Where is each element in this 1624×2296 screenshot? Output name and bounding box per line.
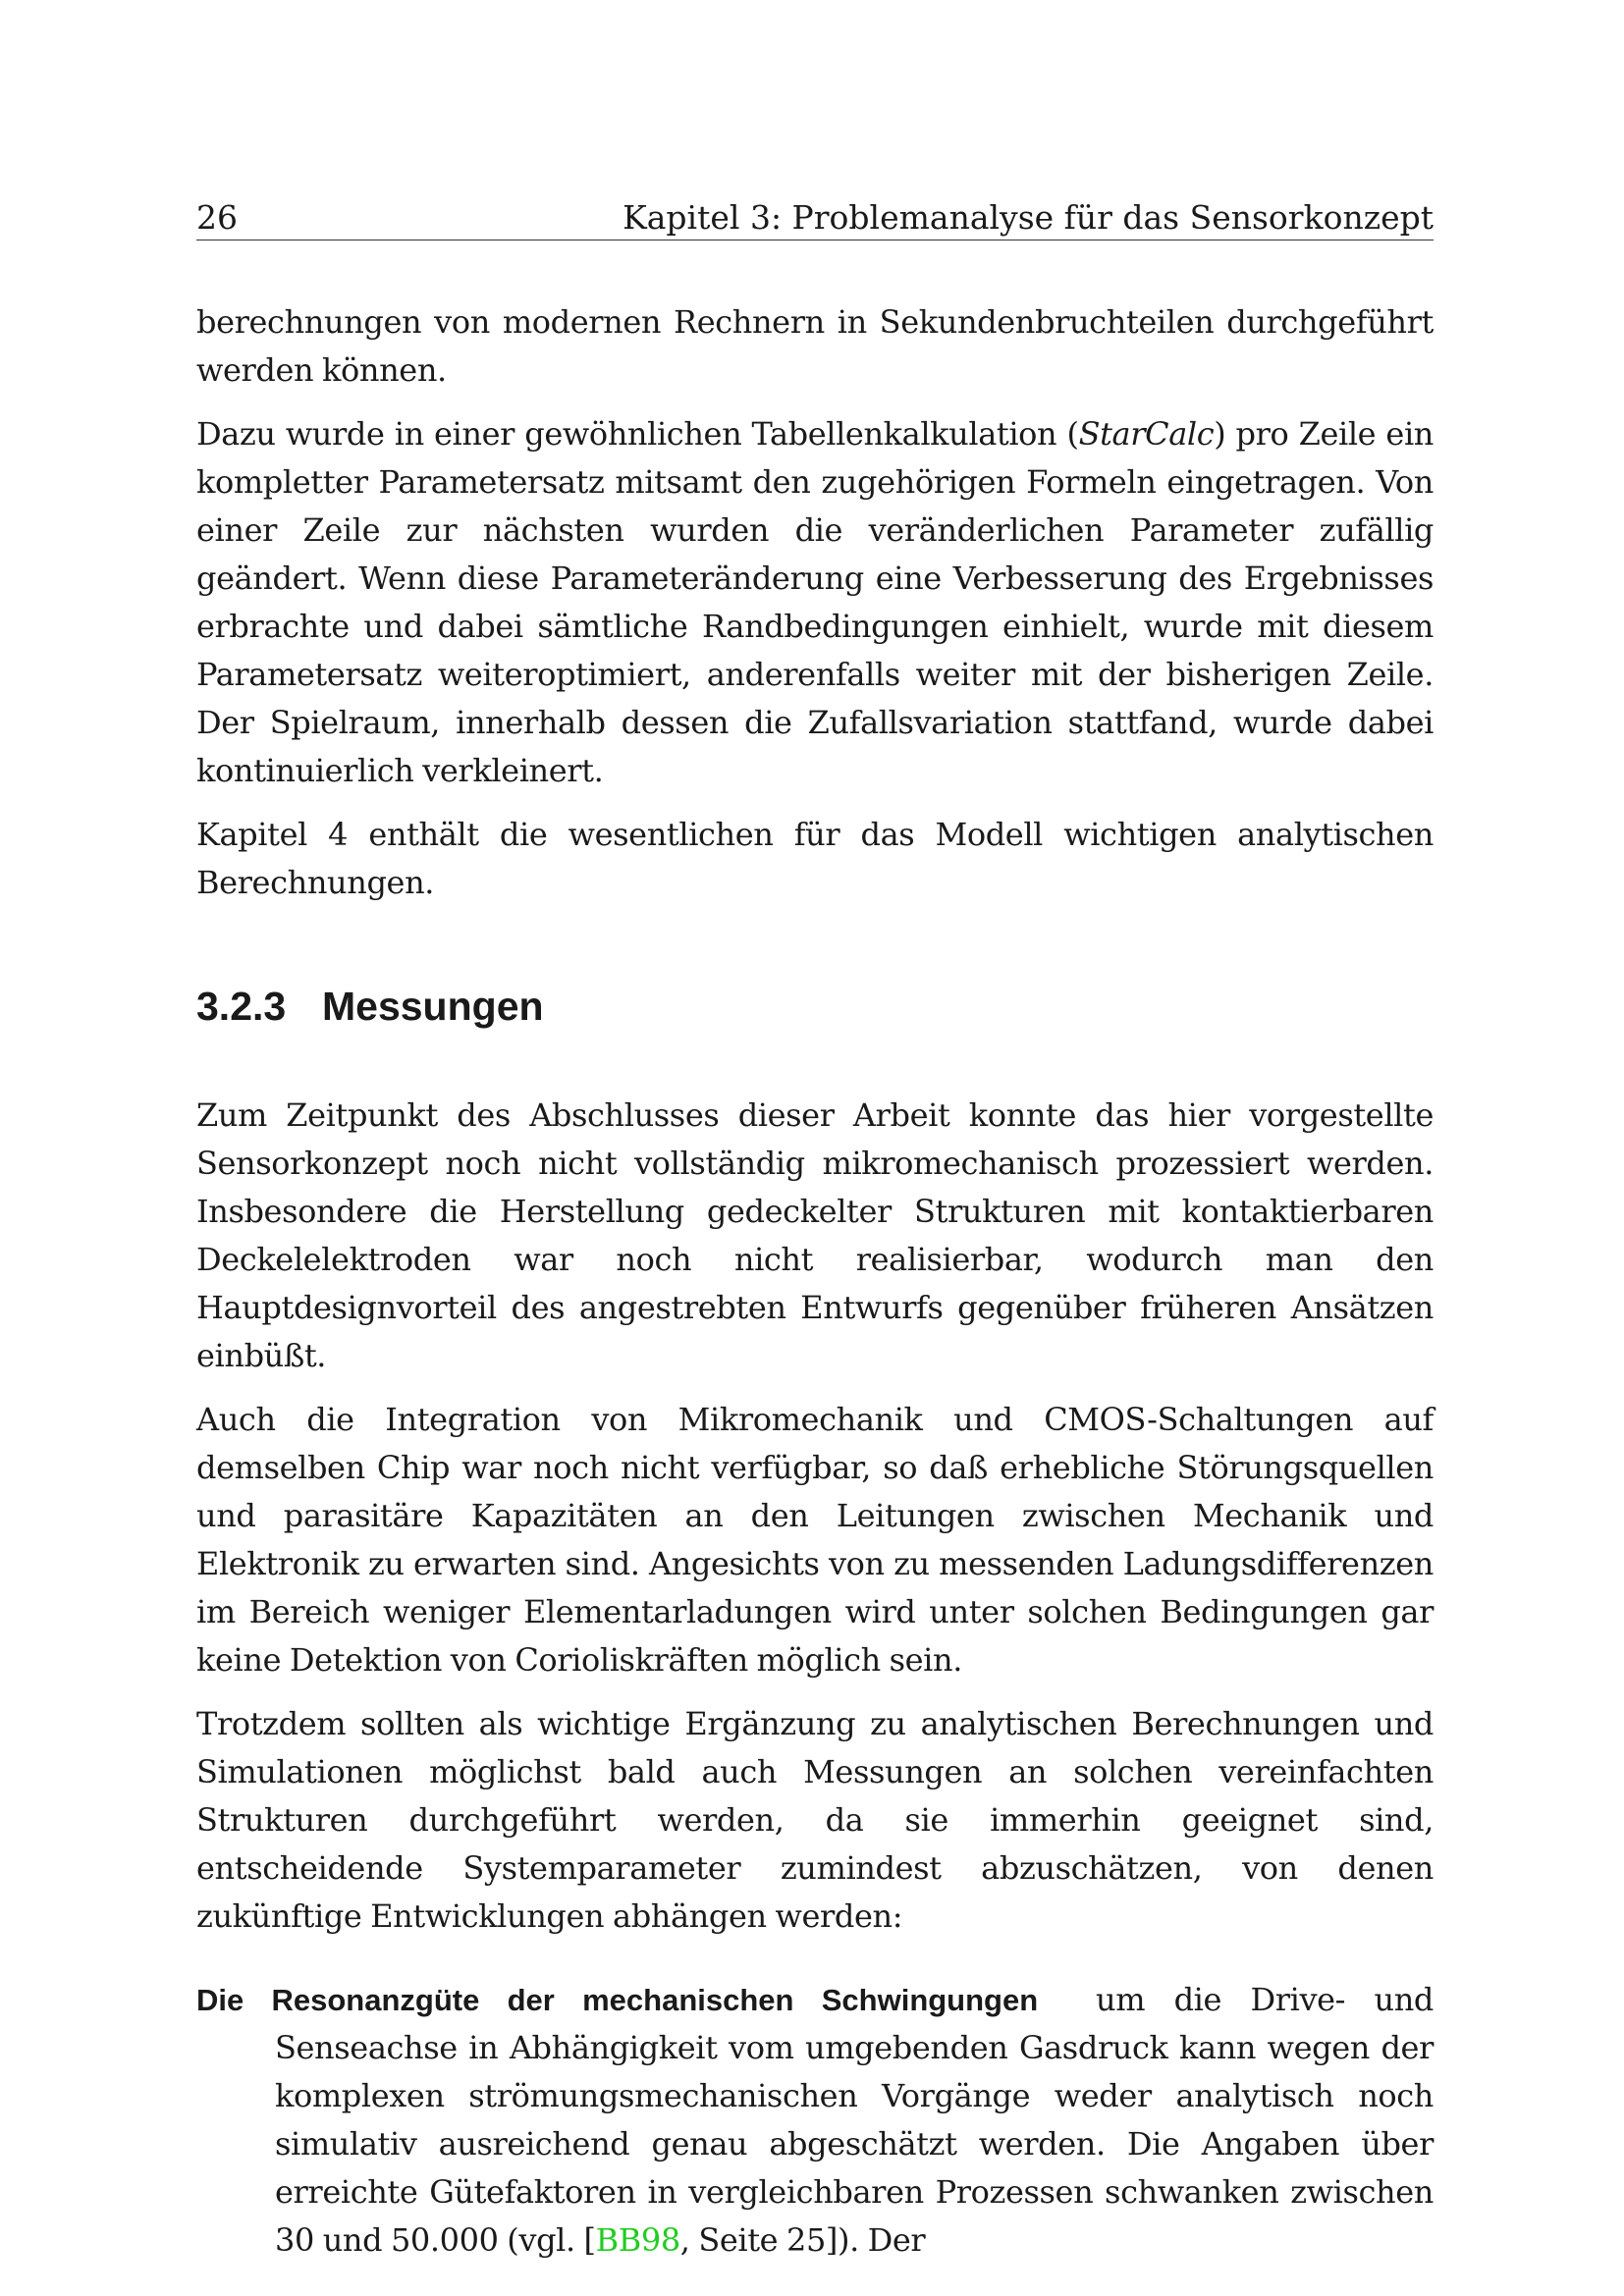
- description-item: [196, 1976, 1434, 2265]
- paragraph-text: Dazu wurde in einer gewöhnlichen Tabellenkalkulation (: [196, 415, 1079, 453]
- paragraph: [196, 410, 1434, 795]
- description-term: Die Resonanzgüte der mechanischen Schwingungen: [196, 1983, 1039, 2017]
- description-text: um die Drive- und Senseachse in Abhängigkeit vom umgebenden Gasdruck kann wegen der komplexen strömungsmechanischen Vorgänge weder analytisch noch simulativ ausreichend genau abgeschätzt werden. Die Angaben über erreichte Gütefaktoren in vergleichbaren Prozessen schwanken zwischen 30 und 50.000 (vgl. [: [275, 1981, 1434, 2259]
- running-header: [196, 196, 1434, 240]
- section-number: 3.2.3: [196, 984, 287, 1029]
- paragraph: Auch die Integration von Mikromechanik und CMOS-Schaltungen auf demselben Chip war noch nicht verfügbar, so daß erhebliche Störungsquellen und parasitäre Kapazitäten an den Leitungen zwischen Mechanik und Elektronik zu erwarten sind. Angesichts von zu messenden Ladungsdifferenzen im Bereich weniger Elementarladungen wird unter solchen Bedingungen gar keine Detektion von Corioliskräften möglich sein.: [196, 1401, 1434, 1679]
- paragraph: Zum Zeitpunkt des Abschlusses dieser Arbeit konnte das hier vorgestellte Sensorkonzept noch nicht vollständig mikromechanisch prozessiert werden. Insbesondere die Herstellung gedeckelter Strukturen mit kontaktierbaren Deckelelektroden war noch nicht realisierbar, wodurch man den Hauptdesignvorteil des angestrebten Entwurfs gegenüber früheren Ansätzen einbüßt.: [196, 1096, 1434, 1374]
- chapter-title: Kapitel 3: Problemanalyse für das Sensorkonzept: [623, 198, 1434, 237]
- paragraph-text: ) pro Zeile ein kompletter Parametersatz mitsamt den zugehörigen Formeln eingetragen. Von einer Zeile zur nächsten wurden die veränderlichen Parameter zufällig geändert. Wenn diese Parameteränderung eine Verbesserung des Ergebnisses erbrachte und dabei sämtliche Randbedingungen einhielt, wurde mit diesem Parametersatz weiteroptimiert, anderenfalls weiter mit der bisherigen Zeile. Der Spielraum, innerhalb dessen die Zufallsvariation stattfand, wurde dabei kontinuierlich verkleinert.: [196, 415, 1434, 789]
- paragraph: Kapitel 4 enthält die wesentlichen für das Modell wichtigen analytischen Berechnungen.: [196, 816, 1434, 901]
- section-title: Messungen: [322, 984, 544, 1029]
- paragraph: berechnungen von modernen Rechnern in Sekundenbruchteilen durchgeführt werden können.: [196, 303, 1434, 389]
- description-text: , Seite 25]). Der: [679, 2221, 926, 2259]
- page-body: [196, 298, 1434, 2265]
- page-number: 26: [196, 198, 238, 237]
- citation-link[interactable]: BB98: [595, 2221, 680, 2259]
- software-name: StarCalc: [1078, 415, 1215, 453]
- paragraph: Trotzdem sollten als wichtige Ergänzung zu analytischen Berechnungen und Simulationen möglichst bald auch Messungen an solchen vereinfachten Strukturen durchgeführt werden, da sie immerhin geeignet sind, entscheidende Systemparameter zumindest abzuschätzen, von denen zukünftige Entwicklungen abhängen werden:: [196, 1705, 1434, 1935]
- section-heading: [196, 982, 1434, 1031]
